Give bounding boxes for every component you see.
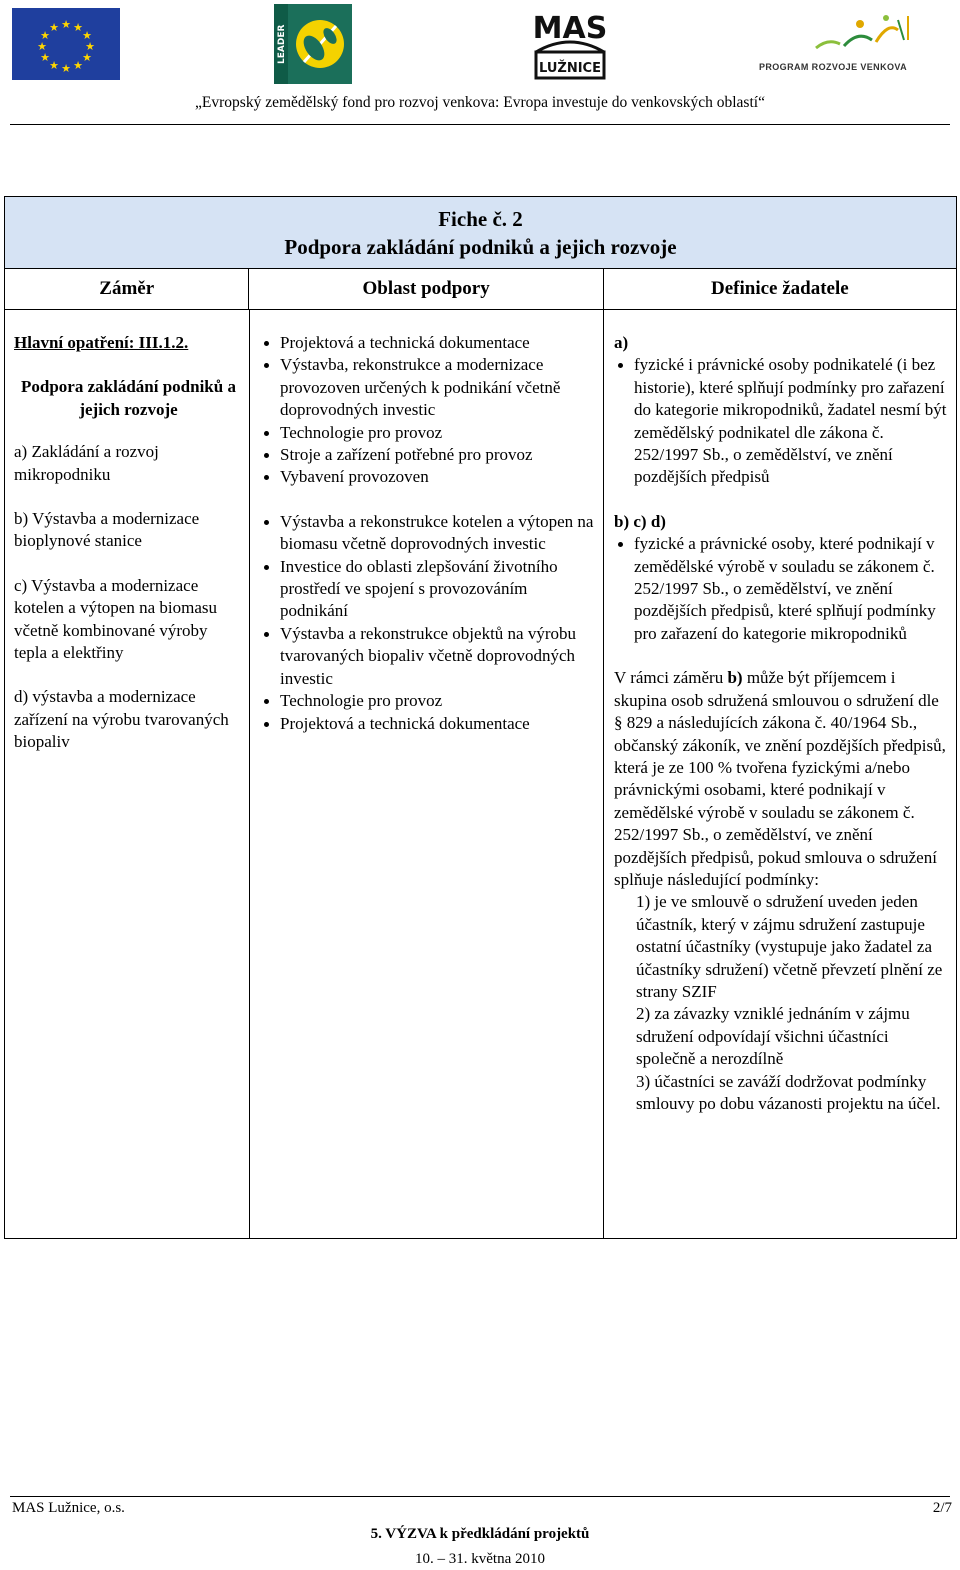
- fiche-table: [4, 196, 957, 1239]
- zamer-item: a) Zakládání a rozvoj mikropodniku: [14, 442, 159, 484]
- zamer-item: c) Výstavba a modernizace kotelen a výtopen na biomasu včetně kombinované výroby tepla a elektřiny: [14, 575, 218, 663]
- fiche-title-band: [5, 197, 956, 269]
- list-item: fyzické a právnické osoby, které podnikají v zemědělské výrobě v souladu se zákonem č. 252/1997 Sb., o zemědělství, ve znění pozdějších předpisů, které splňují podmínky pro zařazení do kategorie mikropodniků: [614, 533, 948, 645]
- svg-text:★: ★: [82, 29, 92, 42]
- list-item: Investice do oblasti zlepšování životního prostředí ve spojení s provozováním podnikání: [260, 556, 597, 623]
- list-item: Výstavba a rekonstrukce kotelen a výtopen na biomasu včetně doprovodných investic: [260, 511, 597, 556]
- leader-logo: [274, 4, 352, 84]
- footer-date: 10. – 31. května 2010: [415, 1551, 545, 1567]
- note-text: V rámci záměru: [614, 668, 728, 688]
- definice-zadatele-cell: [603, 310, 956, 1238]
- fiche-title: Podpora zakládání podniků a jejich rozvoje: [284, 235, 677, 259]
- column-header-definice-zadatele: Definice žadatele: [603, 269, 956, 309]
- zamer-title: Podpora zakládání podniků a jejich rozvoje: [21, 377, 236, 419]
- zamer-item: b) Výstavba a modernizace bioplynové stanice: [14, 509, 200, 551]
- list-item: Technologie pro provoz: [260, 690, 597, 712]
- list-item: Projektová a technická dokumentace: [260, 332, 597, 354]
- note-bold: b): [727, 668, 743, 688]
- svg-text:MAS: MAS: [532, 11, 608, 46]
- svg-text:★: ★: [73, 21, 83, 34]
- applicant-label-a: a): [614, 333, 629, 352]
- footer-organization: MAS Lužnice, o.s.: [12, 1500, 125, 1516]
- header-divider: [10, 124, 950, 125]
- list-item: Vybavení provozoven: [260, 466, 597, 488]
- svg-text:★: ★: [73, 59, 83, 72]
- svg-text:★: ★: [40, 29, 50, 42]
- list-item: Technologie pro provoz: [260, 422, 597, 444]
- svg-text:★: ★: [49, 59, 59, 72]
- svg-text:★: ★: [85, 40, 95, 53]
- fiche-number: Fiche č. 2: [438, 207, 523, 231]
- condition-item: 3) účastníci se zaváží dodržovat podmínky smlouvy po dobu vázanosti projektu na účel.: [636, 1071, 941, 1113]
- applicant-label-bcd: b) c) d): [614, 511, 666, 531]
- svg-text:★: ★: [61, 18, 71, 31]
- list-item: fyzické i právnické osoby podnikatelé (i bez historie), které splňují podmínky pro zařazení do kategorie mikropodniků, žadatel nesmí být zemědělský podnikatel dle zákona č. 252/1997 Sb., o zemědělství, ve znění pozdějších předpisů: [614, 354, 948, 488]
- fund-line: „Evropský zemědělský fond pro rozvoj venkova: Evropa investuje do venkovských oblastí“: [195, 94, 765, 111]
- svg-text:LUŽNICE: LUŽNICE: [539, 61, 601, 76]
- note-text: může být příjemcem i skupina osob sdružená smlouvou o sdružení dle § 829 a následujících zákona č. 40/1964 Sb., občanský zákoník, ve znění pozdějších předpisů, která je ze 100 % tvořena fyzickými a/nebo právnickými osobami, které podnikají v zemědělské výrobě v souladu se zákonem č. 252/1997 Sb., o zemědělství, ve znění pozdějších předpisů, pokud smlouva o sdružení splňuje následující podmínky:: [614, 668, 946, 889]
- list-item: Výstavba, rekonstrukce a modernizace provozoven určených k podnikání včetně doprovodných investic: [260, 354, 597, 421]
- zamer-cell: [5, 310, 249, 1238]
- applicant-list-a: [614, 354, 948, 488]
- svg-text:★: ★: [37, 40, 47, 53]
- support-list-bcd: [260, 511, 597, 735]
- column-header-zamer: Záměr: [99, 278, 155, 299]
- group-applicant-note: [614, 667, 948, 891]
- header-logos: [0, 0, 960, 90]
- program-rozvoje-venkova-logo: PROGRAM ROZVOJE VENKOVA: [748, 10, 918, 74]
- svg-text:LEADER: LEADER: [277, 24, 287, 64]
- svg-text:★: ★: [49, 21, 59, 34]
- zamer-item: d) výstavba a modernizace zařízení na výrobu tvarovaných biopaliv: [14, 687, 229, 752]
- mas-luznice-logo: [530, 4, 610, 84]
- column-headers: [5, 269, 956, 310]
- applicant-list-bcd: [614, 533, 948, 645]
- list-item: Výstavba a rekonstrukce objektů na výrobu tvarovaných biopaliv včetně doprovodných investic: [260, 623, 597, 690]
- list-item: Stroje a zařízení potřebné pro provoz: [260, 444, 597, 466]
- fiche-body-row: [5, 310, 956, 1238]
- support-list-a: [260, 332, 597, 489]
- footer-divider: [10, 1496, 950, 1497]
- page-number: 2/7: [932, 1500, 952, 1516]
- svg-text:★: ★: [61, 62, 71, 75]
- footer-call: 5. VÝZVA k předkládání projektů: [370, 1526, 590, 1542]
- oblast-podpory-cell: [249, 310, 603, 1238]
- eu-flag-logo: [12, 8, 120, 80]
- list-item: Projektová a technická dokumentace: [260, 713, 597, 735]
- condition-item: 2) za závazky vzniklé jednáním v zájmu sdružení odpovídají všichni účastníci společně a nerozdílně: [636, 1004, 910, 1069]
- column-header-oblast-podpory: Oblast podpory: [248, 269, 602, 309]
- main-measure-label: Hlavní opatření: III.1.2.: [14, 333, 189, 352]
- svg-text:★: ★: [40, 51, 50, 64]
- condition-item: 1) je ve smlouvě o sdružení uveden jeden účastník, který v zájmu sdružení zastupuje ostatní účastníky (vystupuje jako žadatel za účastníky sdružení) včetně převzetí plnění ze strany SZIF: [636, 892, 943, 1001]
- svg-text:★: ★: [82, 51, 92, 64]
